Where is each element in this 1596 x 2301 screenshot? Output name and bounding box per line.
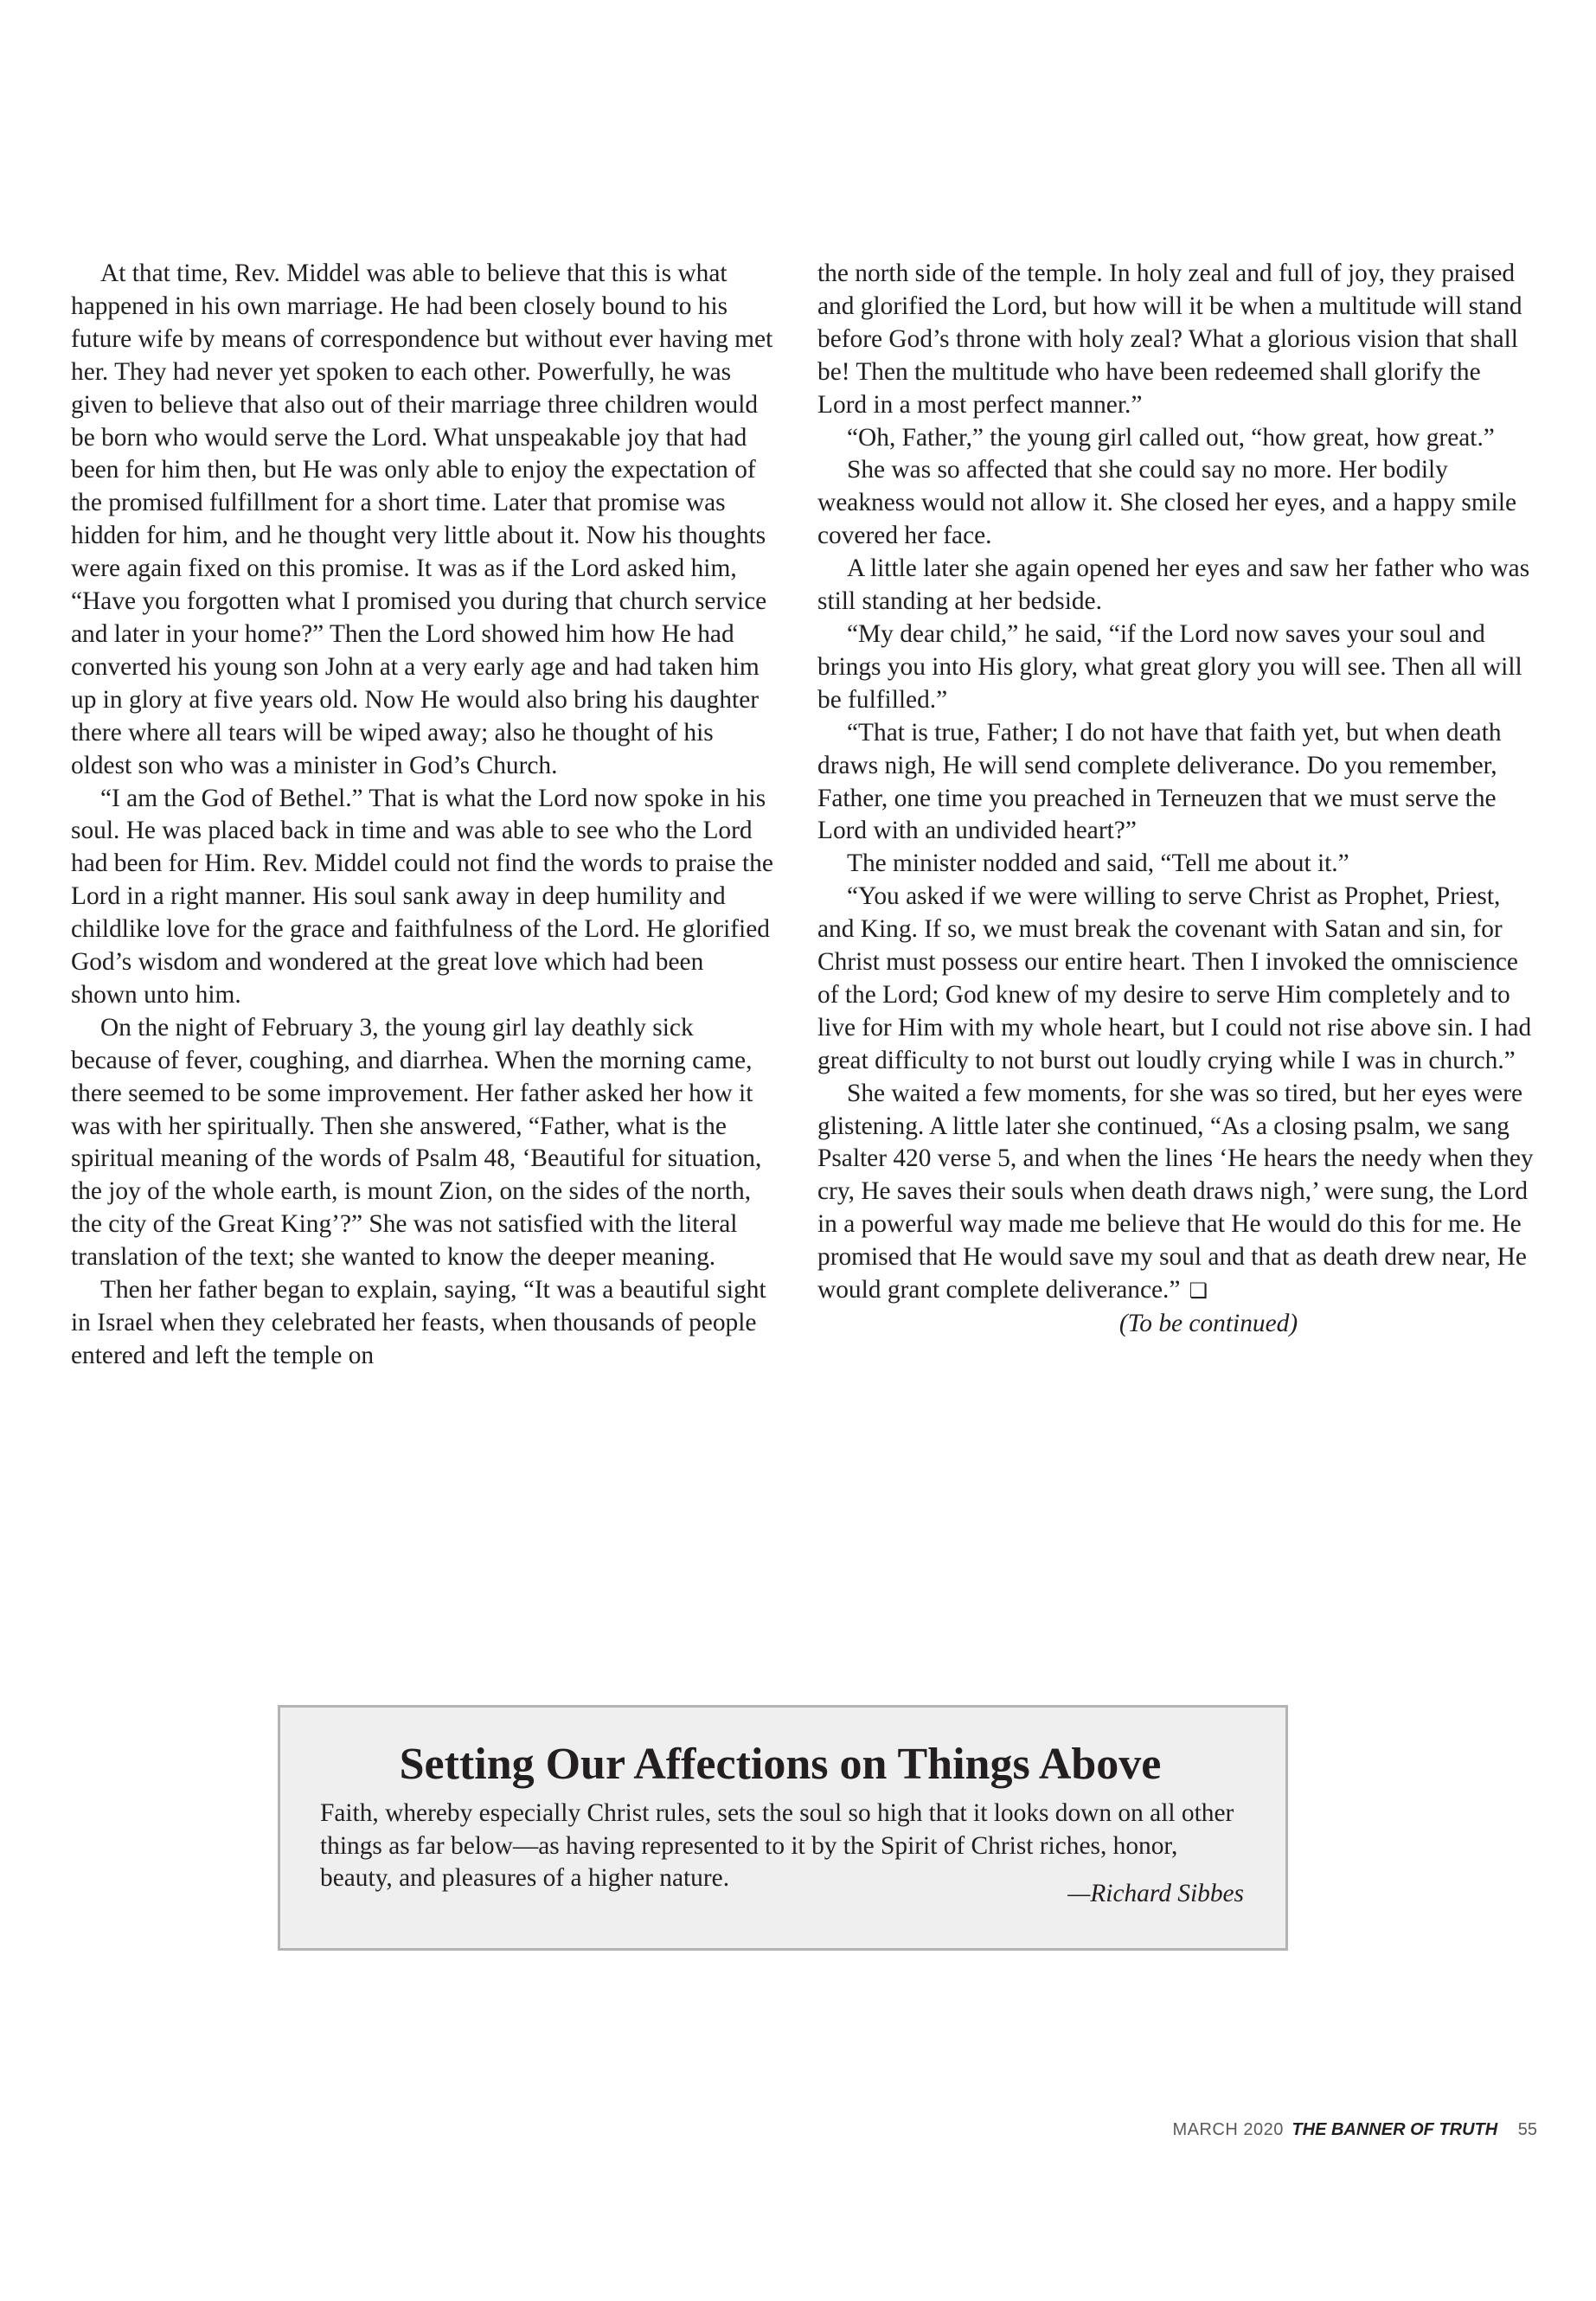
article-paragraph-continuation: the north side of the temple. In holy zeal and full of joy, they praised and glorified the Lord, but how will it be when a multitude will stand before God’s throne with holy zeal? What a glorious vision that shall be! Then the multitude who have been redeemed shall glorify the Lord in a most perfect manner.”	[817, 260, 1522, 419]
article-paragraph: A little later she again opened her eyes and saw her father who was still standing at her bedside.	[817, 554, 1530, 616]
end-of-article-icon: ❏	[1189, 1279, 1208, 1304]
quote-title: Setting Our Affections on Things Above	[399, 1740, 1162, 1789]
footer-issue-date: MARCH 2020	[1172, 2120, 1284, 2139]
article-paragraph: “You asked if we were willing to serve Christ as Prophet, Priest, and King. If so, we must break the covenant with Satan and sin, for Christ must possess our entire heart. Then I invoked the omniscience of the Lord; God knew of my desire to serve Him completely and to live for Him with my whole heart, but I could not rise above sin. I had great difficulty to not burst out loudly crying while I was in church.”	[817, 882, 1532, 1074]
article-paragraph: She was so affected that she could say no more. Her bodily weakness would not allow it. She closed her eyes, and a happy smile covered her face.	[817, 456, 1517, 550]
quote-box	[278, 1705, 1288, 1951]
to-be-continued-note: (To be continued)	[1118, 1310, 1298, 1337]
quote-author: —Richard Sibbes	[1067, 1880, 1244, 1907]
article-paragraph: “My dear child,” he said, “if the Lord now saves your soul and brings you into His glory, what great glory you will see. Then all will be fulfilled.”	[817, 619, 1522, 714]
footer-magazine-title: THE BANNER OF TRUTH	[1292, 2120, 1498, 2139]
article-paragraph: “That is true, Father; I do not have that faith yet, but when death draws nigh, He will send complete deliverance. Do you remember, Father, one time you preached in Terneuzen that we must serve the Lord with an undivided heart?”	[817, 718, 1502, 845]
right-column	[817, 258, 1535, 1341]
article-paragraph: On the night of February 3, the young girl lay deathly sick because of fever, coughing, and diarrhea. When the morning came, there seemed to be some improvement. Her father asked her how it was with her spiritually. Then she answered, “Father, what is the spiritual meaning of the words of Psalm 48, ‘Beautiful for situation, the joy of the whole earth, is mount Zion, on the sides of the north, the city of the Great King’?” She was not satisfied with the literal translation of the text; she wanted to know the deeper meaning.	[71, 1013, 762, 1272]
article-paragraph: “Oh, Father,” the young girl called out, “how great, how great.”	[847, 423, 1495, 452]
page-number: 55	[1517, 2120, 1537, 2139]
quote-text: Faith, whereby especially Christ rules, sets the soul so high that it looks down on all other things as far below—as having represented to it by the Spirit of Christ riches, honor, beauty, and pleasures of a higher nature.	[320, 1799, 1234, 1892]
page-footer	[1172, 2120, 1537, 2140]
article-paragraph: Then her father began to explain, saying, “It was a beautiful sight in Israel when they celebrated her feasts, when thousands of people entered and left the temple on	[71, 1276, 766, 1369]
final-paragraph-text: She waited a few moments, for she was so tired, but her eyes were glistening. A little later she continued, “As a closing psalm, we sang Psalter 420 verse 5, and when the lines ‘He hears the needy when they cry, He saves their souls when death draws nigh,’ were sung, the Lord in a powerful way made me believe that He would do this for me. He promised that He would save my soul and that as death drew near, He would grant complete deliverance.”	[817, 1079, 1534, 1304]
article-paragraph: At that time, Rev. Middel was able to believe that this is what happened in his own marriage. He had been closely bound to his future wife by means of correspondence but without ever having met her. They had never yet spoken to each other. Powerfully, he was given to believe that also out of their marriage three children would be born who would serve the Lord. What unspeakable joy that had been for him then, but He was only able to enjoy the expectation of the promised fulfillment for a short time. Later that promise was hidden for him, and he thought very little about it. Now his thoughts were again fixed on this promise. It was as if the Lord asked him, “Have you forgotten what I promised you during that church service and later in your home?” Then the Lord showed him how He had converted his young son John at a very early age and had taken him up in glory at five years old. Now He would also bring his daughter there where all tears will be wiped away; also he thought of his oldest son who was a minister in God’s Church.	[71, 260, 773, 779]
article-paragraph: The minister nodded and said, “Tell me about it.”	[847, 849, 1349, 878]
article-paragraph: “I am the God of Bethel.” That is what the Lord now spoke in his soul. He was placed back in time and was able to see who the Lord had been for Him. Rev. Middel could not find the words to praise the Lord in a right manner. His soul sank away in deep humility and childlike love for the grace and faithfulness of the Lord. He glorified God’s wisdom and wondered at the great love which had been shown unto him.	[71, 784, 773, 1009]
article-paragraph-final	[817, 1078, 1535, 1308]
left-column	[71, 258, 776, 1373]
